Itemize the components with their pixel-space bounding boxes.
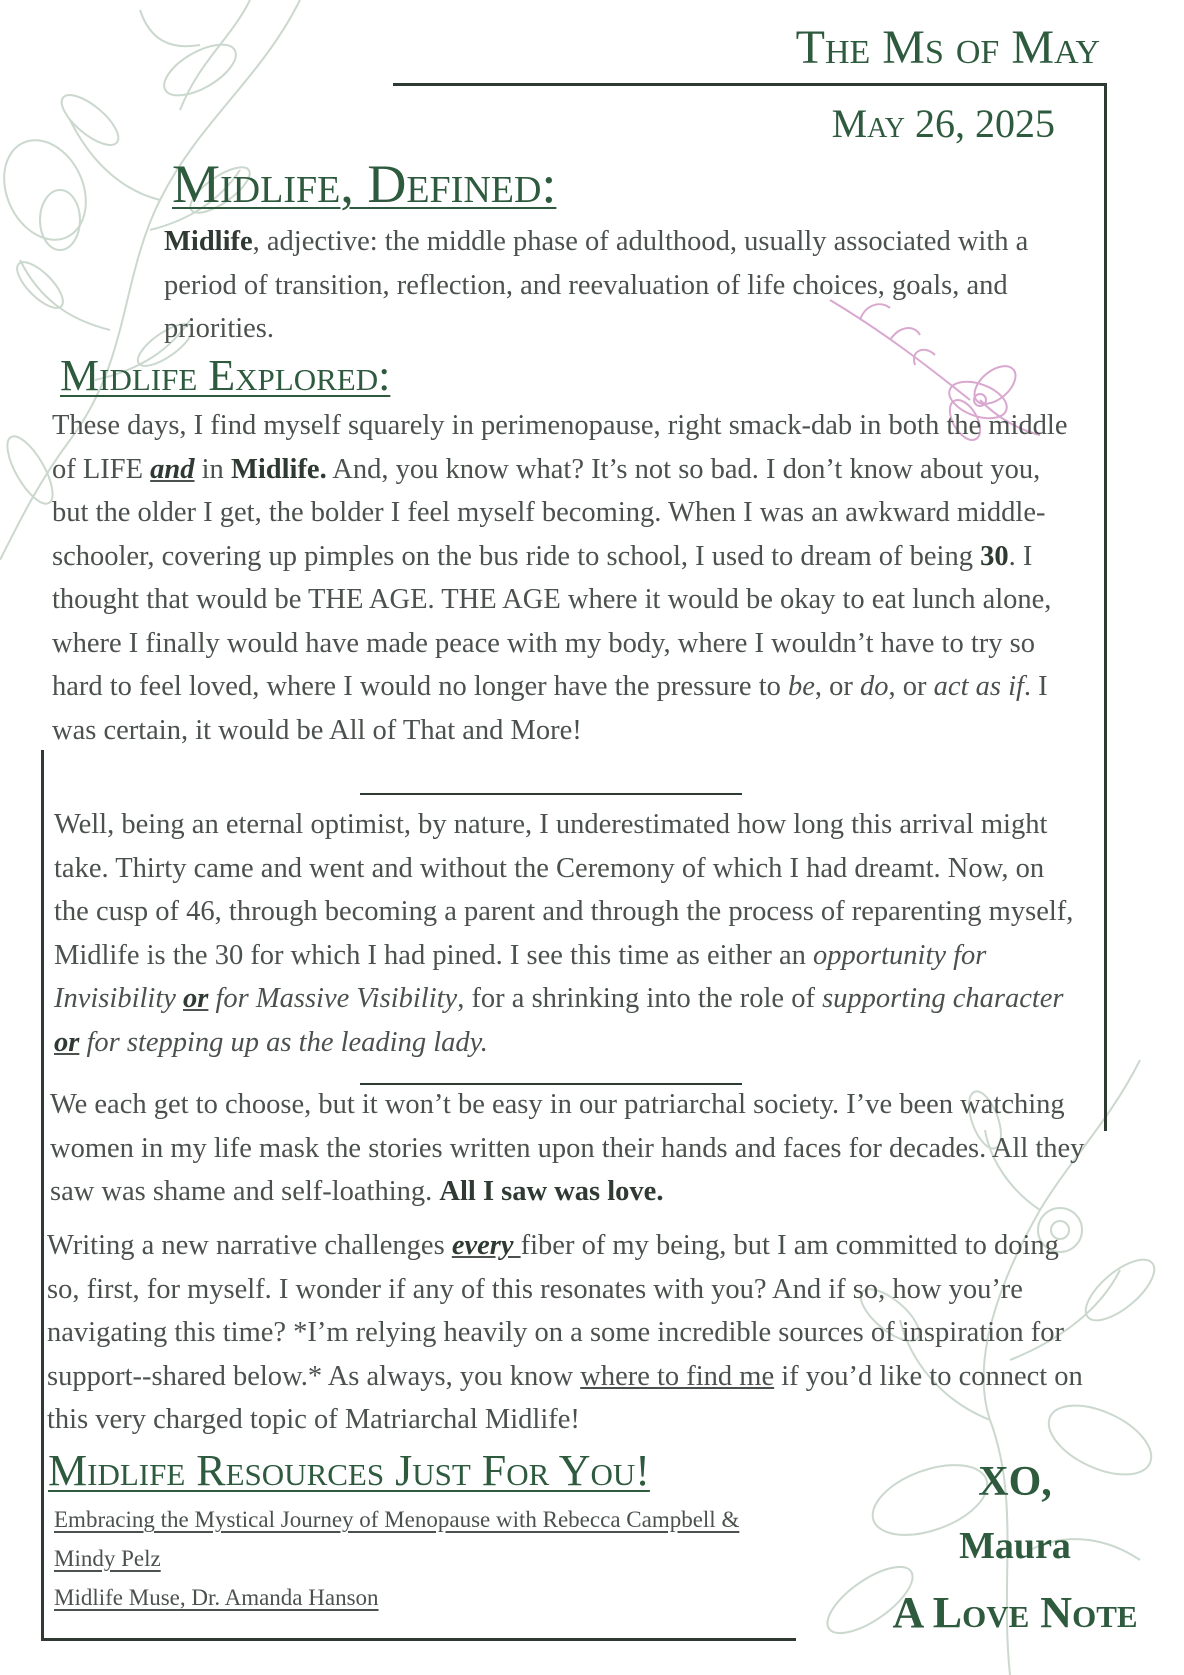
resource-links: [54, 1500, 744, 1617]
explored-paragraph-4: Writing a new narrative challenges every fiber of my being, but I am committed to doing so, first, for myself. I wonder if any of this resonates with you? And if so, how you’re navigating this time? *I’m relying heavily on a some incredible sources of inspiration for support--shared below.* As always, you know where to find me if you’d like to connect on this very charged topic of Matriarchal Midlife!: [47, 1230, 1083, 1435]
newsletter-date: May 26, 2025: [831, 101, 1055, 146]
definition-term: Midlife: [164, 226, 253, 257]
explored-paragraph-3: We each get to choose, but it won’t be easy in our patriarchal society. I’ve been watching women in my life mask the stories written upon their hands and faces for decades. All they saw was shame and self-loathing. All I saw was love.: [50, 1089, 1085, 1207]
contact-link[interactable]: where to find me: [580, 1360, 775, 1392]
resources-heading: Midlife Resources Just For You!: [48, 1446, 650, 1495]
signoff: [860, 1450, 1170, 1648]
newsletter-title: The Ms of May: [795, 21, 1100, 74]
definition-text: [164, 220, 1084, 351]
signoff-xo: XO,: [978, 1459, 1052, 1505]
resource-link-midlife-muse[interactable]: Midlife Muse, Dr. Amanda Hanson: [54, 1585, 379, 1610]
signoff-tagline: A Love Note: [892, 1588, 1138, 1637]
explored-paragraph-2: Well, being an eternal optimist, by nature, I underestimated how long this arrival might take. Thirty came and went and without the Ceremony of which I had dreamt. Now, on the cusp of 46, through becoming a parent and through the process of reparenting myself, Midlife is the 30 for which I had pined. I see this time as either an opportunity for Invisibility or for Massive Visibility, for a shrinking into the role of supporting character or for stepping up as the leading lady.: [54, 809, 1074, 1058]
section-divider: [360, 793, 742, 795]
defined-heading: Midlife, Defined:: [172, 154, 557, 214]
explored-paragraph-1: These days, I find myself squarely in perimenopause, right smack-dab in both the middle of LIFE and in Midlife. And, you know what? It’s not so bad. I don’t know about you, but the older I get, the bolder I feel myself becoming. When I was an awkward middle-schooler, covering up pimples on the bus ride to school, I used to dream of being 30. I thought that would be THE AGE. THE AGE where it would be okay to eat lunch alone, where I finally would have made peace with my body, where I wouldn’t have to try so hard to feel loved, where I would no longer have the pressure to be, or do, or act as if. I was certain, it would be All of That and More!: [52, 410, 1068, 746]
explored-heading: Midlife Explored:: [60, 351, 391, 400]
signoff-name: Maura: [959, 1525, 1071, 1567]
frame-right-rule: [1104, 83, 1107, 1131]
resource-link-menopause-journey[interactable]: Embracing the Mystical Journey of Menopause with Rebecca Campbell & Mindy Pelz: [54, 1507, 740, 1571]
definition-body: , adjective: the middle phase of adulthood, usually associated with a period of transition, reflection, and reevaluation of life choices, goals, and priorities.: [164, 226, 1029, 344]
frame-bottom-rule: [41, 1638, 796, 1641]
frame-top-rule: [393, 83, 1107, 86]
frame-left-rule: [41, 750, 44, 1640]
